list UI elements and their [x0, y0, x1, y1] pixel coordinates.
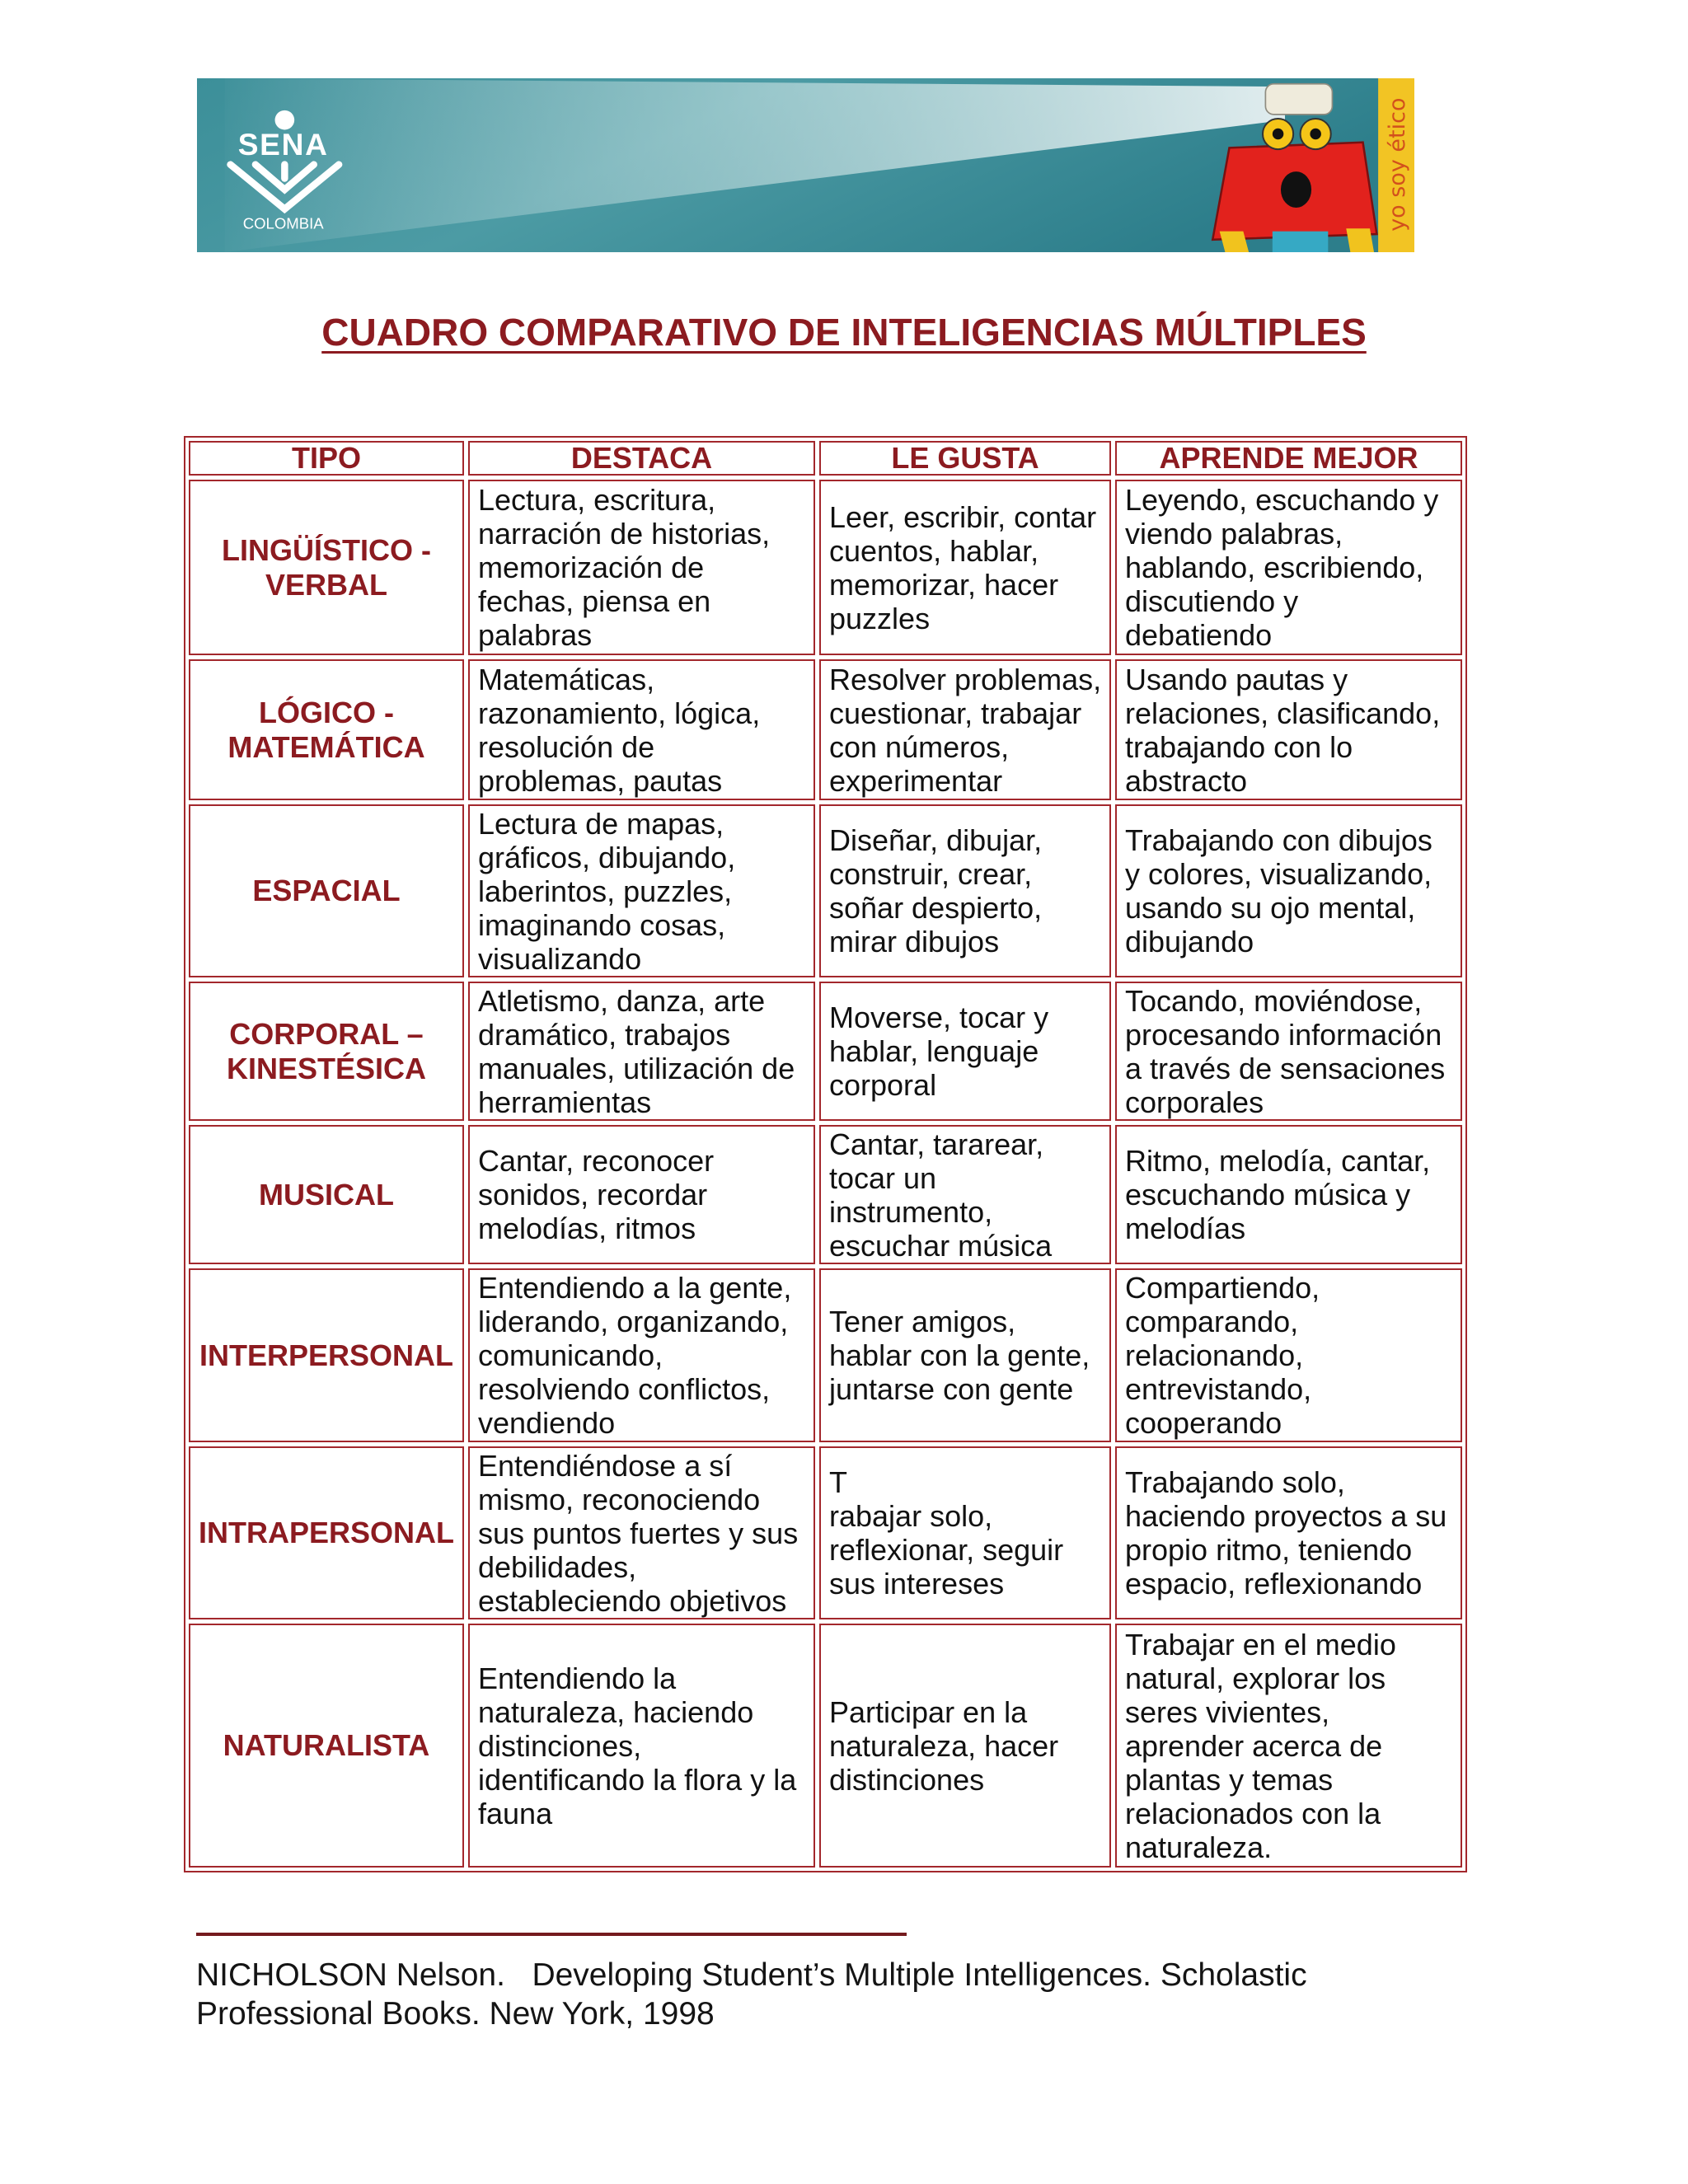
slogan-label: yo soy ético	[1385, 97, 1411, 232]
type-cell	[189, 1624, 464, 1868]
aprende-mejor-text: Usando pautas y relaciones, clasificando, trabajando con lo abstracto	[1125, 662, 1441, 798]
le-gusta-text: T rabajar solo, reflexionar, seguir sus intereses	[829, 1465, 1064, 1601]
destaca-cell	[468, 1446, 815, 1619]
destaca-text: Atletismo, danza, arte dramático, trabajos manuales, utilización de herramientas	[478, 983, 795, 1119]
type-label: LINGÜÍSTICO - VERBAL	[222, 532, 431, 602]
le-gusta-cell	[819, 1446, 1111, 1619]
aprende-mejor-text: Trabajando con dibujos y colores, visualizando, usando su ojo mental, dibujando	[1125, 823, 1432, 958]
destaca-cell	[468, 1125, 815, 1264]
mascot-legs	[1273, 232, 1329, 252]
aprende-mejor-text: Trabajar en el medio natural, explorar los seres vivientes, aprender acerca de plantas y temas relacionados con la naturaleza.	[1125, 1627, 1396, 1864]
header-cell-destaca: DESTACA	[468, 441, 815, 476]
type-label: ESPACIAL	[252, 874, 401, 907]
header-cell-tipo: TIPO	[189, 441, 464, 476]
aprende-mejor-text: Tocando, moviéndose, procesando información a través de sensaciones corporales	[1125, 983, 1446, 1119]
banner-graphic	[196, 78, 1415, 252]
banner	[196, 78, 1415, 252]
type-cell	[189, 1446, 464, 1619]
citation	[196, 1956, 1307, 2033]
type-label: LÓGICO - MATEMÁTICA	[227, 695, 425, 764]
aprende-mejor-cell	[1115, 982, 1462, 1121]
type-cell	[189, 1268, 464, 1442]
type-label: NATURALISTA	[223, 1728, 430, 1762]
citation-line: NICHOLSON Nelson. Developing Student’s Multiple Intelligences. Scholastic	[196, 1957, 1307, 1993]
mascot-mouth	[1281, 171, 1311, 208]
aprende-mejor-cell	[1115, 1624, 1462, 1868]
aprende-mejor-text: Trabajando solo, haciendo proyectos a su propio ritmo, teniendo espacio, reflexionando	[1125, 1465, 1447, 1601]
le-gusta-cell	[819, 659, 1111, 800]
type-cell	[189, 480, 464, 655]
destaca-cell	[468, 1624, 815, 1868]
lamp-hat-icon	[1265, 84, 1332, 115]
type-label: CORPORAL – KINESTÉSICA	[226, 1016, 427, 1085]
aprende-mejor-text: Compartiendo, comparando, relacionando, entrevistando, cooperando	[1125, 1271, 1320, 1440]
le-gusta-text: Tener amigos, hablar con la gente, juntarse con gente	[829, 1305, 1090, 1406]
type-cell	[189, 1125, 464, 1264]
aprende-mejor-cell	[1115, 659, 1462, 800]
type-label: MUSICAL	[259, 1177, 394, 1212]
destaca-text: Lectura, escritura, narración de historias, memorización de fechas, piensa en palabras	[478, 483, 771, 652]
le-gusta-text: Leer, escribir, contar cuentos, hablar, memorizar, hacer puzzles	[829, 499, 1097, 635]
le-gusta-text: Diseñar, dibujar, construir, crear, soñar despierto, mirar dibujos	[829, 823, 1043, 958]
destaca-text: Entendiendo a la gente, liderando, organizando, comunicando, resolviendo conflictos, vendiendo	[478, 1271, 792, 1440]
type-cell	[189, 804, 464, 977]
aprende-mejor-text: Ritmo, melodía, cantar, escuchando música y melodías	[1125, 1144, 1431, 1245]
footnote-rule	[196, 1933, 907, 1936]
destaca-cell	[468, 1268, 815, 1442]
logo-country: COLOMBIA	[242, 214, 324, 232]
type-label: INTERPERSONAL	[199, 1338, 454, 1372]
page-title: CUADRO COMPARATIVO DE INTELIGENCIAS MÚLTIPLES	[321, 311, 1367, 354]
destaca-text: Cantar, reconocer sonidos, recordar melodías, ritmos	[478, 1144, 715, 1245]
destaca-text: Entendiéndose a sí mismo, reconociendo sus puntos fuertes y sus debilidades, estableciendo objetivos	[478, 1448, 799, 1618]
le-gusta-cell	[819, 804, 1111, 977]
le-gusta-cell	[819, 1268, 1111, 1442]
le-gusta-cell	[819, 982, 1111, 1121]
le-gusta-cell	[819, 480, 1111, 655]
citation-line: Professional Books. New York, 1998	[196, 1996, 715, 2032]
destaca-text: Matemáticas, razonamiento, lógica, resolución de problemas, pautas	[478, 662, 761, 798]
aprende-mejor-cell	[1115, 1125, 1462, 1264]
aprende-mejor-cell	[1115, 480, 1462, 655]
comparison-table	[184, 436, 1467, 1872]
header-cell-aprende-mejor: APRENDE MEJOR	[1115, 441, 1462, 476]
le-gusta-text: Moverse, tocar y hablar, lenguaje corporal	[829, 1001, 1049, 1102]
destaca-text: Entendiendo la naturaleza, haciendo distinciones, identificando la flora y la fauna	[478, 1661, 797, 1830]
type-cell	[189, 982, 464, 1121]
le-gusta-cell	[819, 1624, 1111, 1868]
type-label: INTRAPERSONAL	[198, 1516, 454, 1549]
le-gusta-text: Resolver problemas, cuestionar, trabajar con números, experimentar	[829, 662, 1102, 798]
destaca-text: Lectura de mapas, gráficos, dibujando, laberintos, puzzles, imaginando cosas, visualizando	[478, 806, 736, 976]
header-cell-le-gusta: LE GUSTA	[819, 441, 1111, 476]
destaca-cell	[468, 480, 815, 655]
logo-wordmark: SENA	[237, 126, 329, 162]
destaca-cell	[468, 982, 815, 1121]
le-gusta-cell	[819, 1125, 1111, 1264]
le-gusta-text: Cantar, tararear, tocar un instrumento, escuchar música	[829, 1127, 1053, 1263]
destaca-cell	[468, 804, 815, 977]
aprende-mejor-text: Leyendo, escuchando y viendo palabras, hablando, escribiendo, discutiendo y debatiendo	[1125, 483, 1439, 652]
aprende-mejor-cell	[1115, 1446, 1462, 1619]
aprende-mejor-cell	[1115, 1268, 1462, 1442]
destaca-cell	[468, 659, 815, 800]
aprende-mejor-cell	[1115, 804, 1462, 977]
type-cell	[189, 659, 464, 800]
le-gusta-text: Participar en la naturaleza, hacer distinciones	[829, 1694, 1059, 1797]
